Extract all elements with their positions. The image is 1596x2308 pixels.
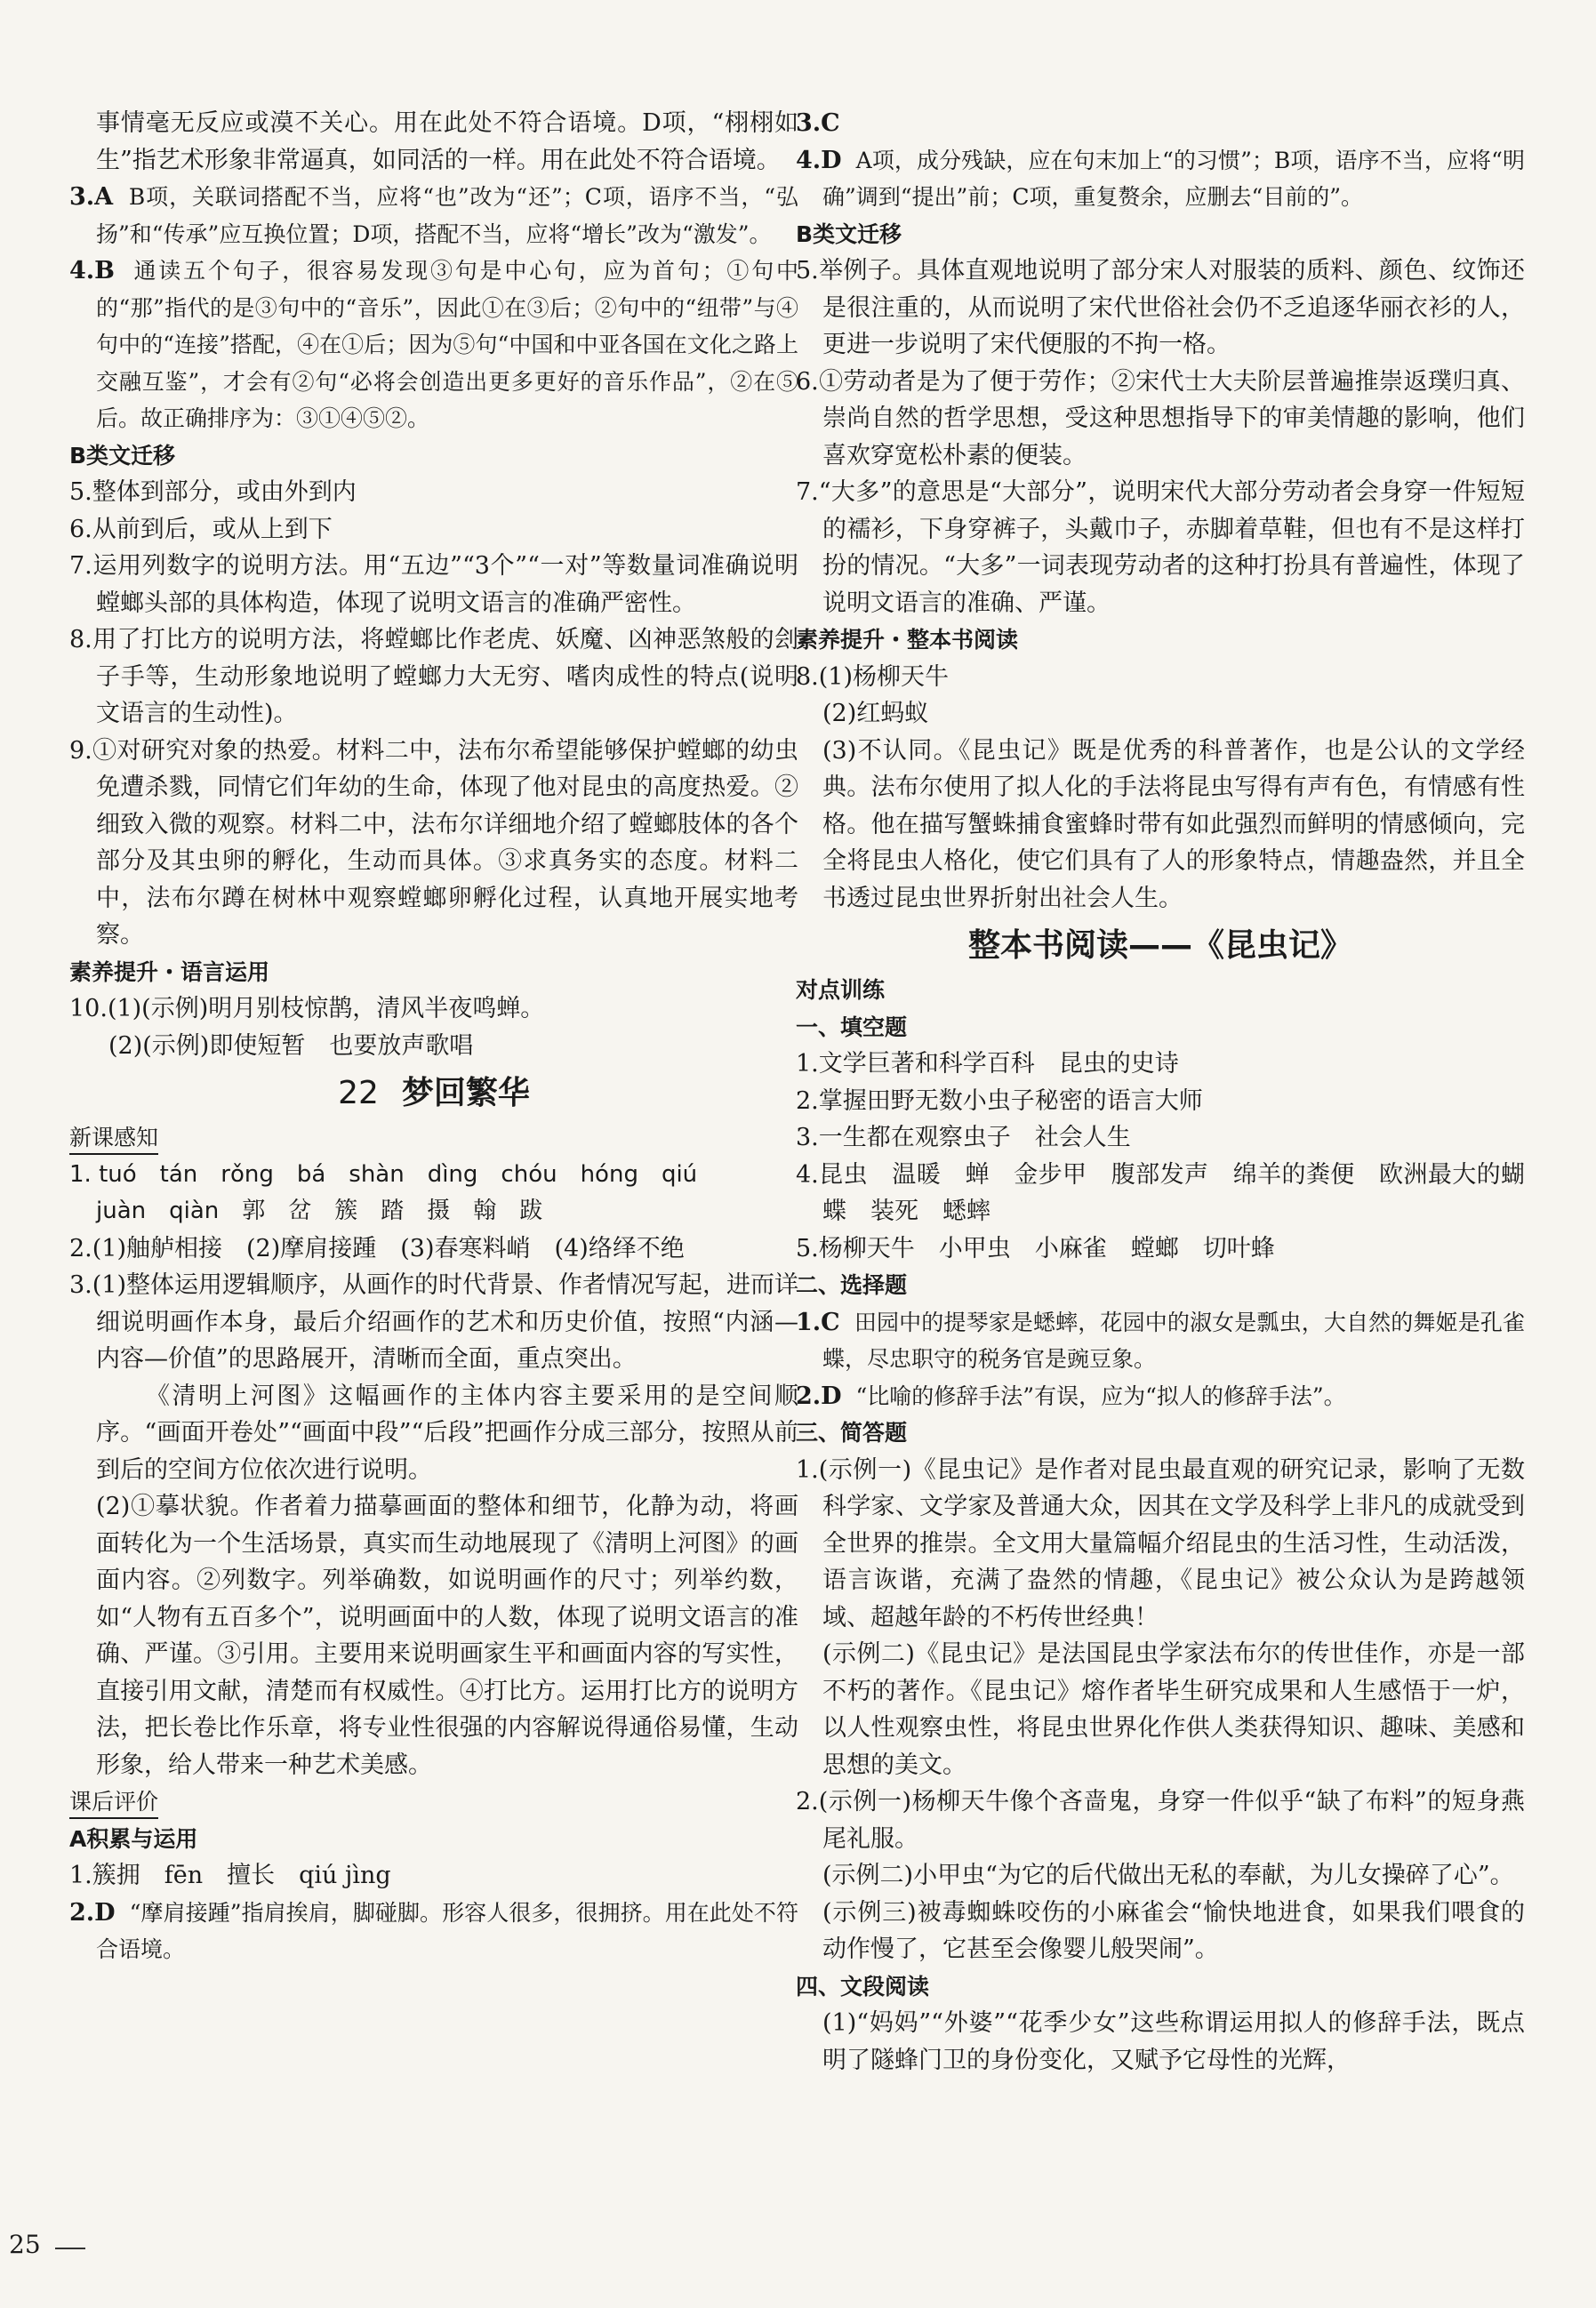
short-answer: 2.(示例一)杨柳天牛像个吝啬鬼，身穿一件似乎“缺了布料”的短身燕尾礼服。 [796, 1788, 1525, 1853]
answer-label: 4.D [796, 146, 842, 174]
section-heading: 四、文段阅读 [796, 1973, 930, 1999]
answer-para: 事情毫无反应或漠不关心。用在此处不符合语境。D项，“栩栩如生”指艺术形象非常逼真，如同活的一样。用在此处不符合语境。 [96, 109, 798, 174]
left-column [69, 105, 798, 1968]
answer-8: 8.用了打比方的说明方法，将螳螂比作老虎、妖魔、凶神恶煞般的刽子手等，生动形象地说明了螳螂力大无穷、嗜肉成性的特点(说明文语言的生动性)。 [69, 626, 798, 727]
answer-n3-1: 3.(1)整体运用逻辑顺序，从画作的时代背景、作者情况写起，进而详细说明画作本身，最后介绍画作的艺术和历史价值，按照“内涵—内容—价值”的思路展开，清晰而全面，重点突出。 [69, 1271, 799, 1373]
lesson-name: 梦回繁华 [401, 1075, 530, 1111]
answer-r8-1: 8.(1)杨柳天牛 [796, 662, 950, 691]
reading-answer: (1)“妈妈”“外婆”“花季少女”这些称谓运用拟人的修辞手法，既点明了隧蜂门卫的身份变化，又赋予它母性的光辉， [822, 2009, 1525, 2074]
answer-label: 1.C [796, 1308, 840, 1336]
answer-r8-3: (3)不认同。《昆虫记》既是优秀的科普著作，也是公认的文学经典。法布尔使用了拟人化的手法将昆虫写得有声有色，有情感有性格。他在描写蟹蛛捕食蜜蜂时带有如此强烈而鲜明的情感倾向，完全将昆虫人格化，使它们具有了人的形象特点，情趣盎然，并且全书透过昆虫世界折射出社会人生。 [822, 736, 1525, 912]
short-answer: (示例二)《昆虫记》是法国昆虫学家法布尔的传世佳作，亦是一部不朽的著作。《昆虫记》熔作者毕生研究成果和人生感悟于一炉，以人性观察虫性，将昆虫世界化作供人类获得知识、趣味、美感和思想的美文。 [822, 1640, 1525, 1779]
answer-label: 4.B [69, 257, 116, 284]
answer-10-1: 10.(1)(示例)明月别枝惊鹊，清风半夜鸣蝉。 [69, 995, 545, 1022]
answer-a1: 1.簇拥 fēn 擅长 qiú jìng [69, 1862, 391, 1889]
section-heading-underlined: 新课感知 [69, 1123, 158, 1155]
answer-10-2: (2)(示例)即使短暂 也要放声歌唱 [108, 1031, 474, 1060]
choice-answer [796, 1304, 1525, 1378]
answer-text: 通读五个句子，很容易发现③句是中心句，应为首句；①句中的“那”指代的是③句中的“音乐”，因此①在③后；②句中的“纽带”与④句中的“连接”搭配，④在①后；因为⑤句“中国和中亚各国在文化之路上交融互鉴”，才会有②句“必将会创造出更多更好的音乐作品”，②在⑤后。故正确排序为：③①④⑤②。 [96, 258, 798, 431]
section-heading [69, 1119, 798, 1157]
section-heading: 素养提升・整本书阅读 [796, 627, 1019, 653]
answer-4 [69, 252, 798, 437]
section-heading-underlined: 课后评价 [69, 1787, 158, 1819]
fill-answer: 2.掌握田野无数小虫子秘密的语言大师 [796, 1086, 1203, 1115]
section-heading: 二、选择题 [796, 1272, 908, 1298]
section-heading: B类文迁移 [796, 220, 902, 247]
page-number-rule [55, 2248, 85, 2249]
answer-n2: 2.(1)舳舻相接 (2)摩肩接踵 (3)春寒料峭 (4)络绎不绝 [69, 1234, 685, 1262]
choice-answer [796, 1378, 1525, 1415]
answer-label: 2.D [69, 1898, 116, 1927]
fill-answer: 3.一生都在观察虫子 社会人生 [796, 1124, 1131, 1151]
answer-5: 5.整体到部分，或由外到内 [69, 478, 357, 506]
book-title: 整本书阅读——《昆虫记》 [967, 927, 1352, 964]
answer-r6: 6.①劳动者是为了便于劳作；②宋代士大夫阶层普遍推崇返璞归真、崇尚自然的哲学思想，受这种思想指导下的审美情趣的影响，他们喜欢穿宽松朴素的便装。 [796, 367, 1525, 469]
answer-text: “摩肩接踵”指肩挨肩，脚碰脚。形容人很多，很拥挤。用在此处不符合语境。 [96, 1899, 798, 1962]
page-number: 25 [9, 2230, 41, 2259]
answer-r8-2: (2)红蚂蚁 [822, 700, 929, 727]
pinyin-line: juàn qiàn 郭 岔 簇 踏 摄 翰 跋 [96, 1198, 543, 1224]
section-heading: 三、简答题 [796, 1420, 908, 1446]
section-heading: 对点训练 [796, 977, 886, 1003]
section-heading: A积累与运用 [69, 1825, 198, 1852]
answer-text: A项，成分残缺，应在句末加上“的习惯”；B项，语序不当，应将“明确”调到“提出”前；C项，重复赘余，应删去“目前的”。 [822, 147, 1525, 210]
answer-text: B项，关联词搭配不当，应将“也”改为“还”；C项，语序不当，“弘扬”和“传承”应互换位置；D项，搭配不当，应将“增长”改为“激发”。 [96, 184, 798, 247]
answer-3 [69, 179, 798, 252]
answer-n3-2: (2)①摹状貌。作者着力描摹画面的整体和细节，化静为动，将画面转化为一个生活场景，真实而生动地展现了《清明上河图》的画面内容。②列数字。列举确数，如说明画作的尺寸；列举约数，如“人物有五百多个”，说明画面中的人数，体现了说明文语言的准确、严谨。③引用。主要用来说明画家生平和画面内容的写实性，直接引用文献，清楚而有权威性。④打比方。运用打比方的说明方法，把长卷比作乐章，将专业性很强的内容解说得通俗易懂，生动形象，给人带来一种艺术美感。 [96, 1493, 798, 1779]
answer-text: 田园中的提琴家是蟋蟀，花园中的淑女是瓢虫，大自然的舞姬是孔雀蝶，尽忠职守的税务官是豌豆象。 [822, 1309, 1525, 1372]
answer-r5: 5.举例子。具体直观地说明了部分宋人对服装的质料、颜色、纹饰还是很注重的，从而说明了宋代世俗社会仍不乏追逐华丽衣衫的人，更进一步说明了宋代便服的不拘一格。 [796, 257, 1525, 358]
lesson-title [69, 1073, 798, 1114]
right-column [796, 105, 1525, 2079]
answer-n3-para: 《清明上河图》这幅画作的主体内容主要采用的是空间顺序。“画面开卷处”“画面中段”“后段”把画作分成三部分，按照从前到后的空间方位依次进行说明。 [96, 1382, 798, 1484]
fill-answer: 4.昆虫 温暖 蝉 金步甲 腹部发声 绵羊的粪便 欧洲最大的蝴蝶 装死 蟋蟀 [796, 1160, 1525, 1225]
answer-6: 6.从前到后，或从上到下 [69, 515, 333, 543]
answer-label: 2.D [796, 1382, 842, 1410]
lesson-number: 22 [338, 1075, 379, 1111]
answer-7: 7.运用列数字的说明方法。用“五边”“3个”“一对”等数量词准确说明螳螂头部的具体构造，体现了说明文语言的准确严密性。 [69, 552, 798, 617]
section-heading: 一、填空题 [796, 1014, 908, 1040]
answer-9: 9.①对研究对象的热爱。材料二中，法布尔希望能够保护螳螂的幼虫免遭杀戮，同情它们年幼的生命，体现了他对昆虫的高度热爱。②细致入微的观察。材料二中，法布尔详细地介绍了螳螂肢体的各个部分及其虫卵的孵化，生动而具体。③求真务实的态度。材料二中，法布尔蹲在树林中观察螳螂卵孵化过程，认真地开展实地考察。 [69, 736, 798, 949]
answer-text: “比喻的修辞手法”有误，应为“拟人的修辞手法”。 [841, 1382, 1346, 1409]
fill-answer: 1.文学巨著和科学百科 昆虫的史诗 [796, 1050, 1179, 1078]
short-answer: 1.(示例一)《昆虫记》是作者对昆虫最直观的研究记录，影响了无数科学家、文学家及普通大众，因其在文学及科学上非凡的成就受到全世界的推崇。全文用大量篇幅介绍昆虫的生活习性，生动活泼，语言诙谐，充满了盎然的情趣，《昆虫记》被公众认为是跨越领域、超越年龄的不朽传世经典！ [796, 1455, 1525, 1631]
short-answer: (示例二)小甲虫“为它的后代做出无私的奉献，为儿女操碎了心”。 [822, 1862, 1514, 1889]
answer-label: 3.A [69, 183, 114, 211]
answer-r4 [796, 142, 1525, 216]
section-heading [69, 1783, 798, 1821]
answer-a2 [69, 1895, 798, 1968]
fill-answer: 5.杨柳天牛 小甲虫 小麻雀 螳螂 切叶蜂 [796, 1234, 1275, 1262]
section-heading: B类文迁移 [69, 442, 176, 469]
answer-r7: 7.“大多”的意思是“大部分”，说明宋代大部分劳动者会身穿一件短短的襦衫，下身穿裤子，头戴巾子，赤脚着草鞋，但也有不是这样打扮的情况。“大多”一词表现劳动者的这种打扮具有普遍性，体现了说明文语言的准确、严谨。 [796, 478, 1525, 617]
answer-r3: 3.C [796, 109, 840, 137]
short-answer: (示例三)被毒蜘蛛咬伤的小麻雀会“愉快地进食，如果我们喂食的动作慢了，它甚至会像婴儿般哭闹”。 [822, 1898, 1525, 1963]
section-heading: 素养提升・语言运用 [69, 958, 270, 985]
pinyin-line: 1. tuó tán rǒng bá shàn dìng chóu hóng qiú [69, 1160, 698, 1188]
